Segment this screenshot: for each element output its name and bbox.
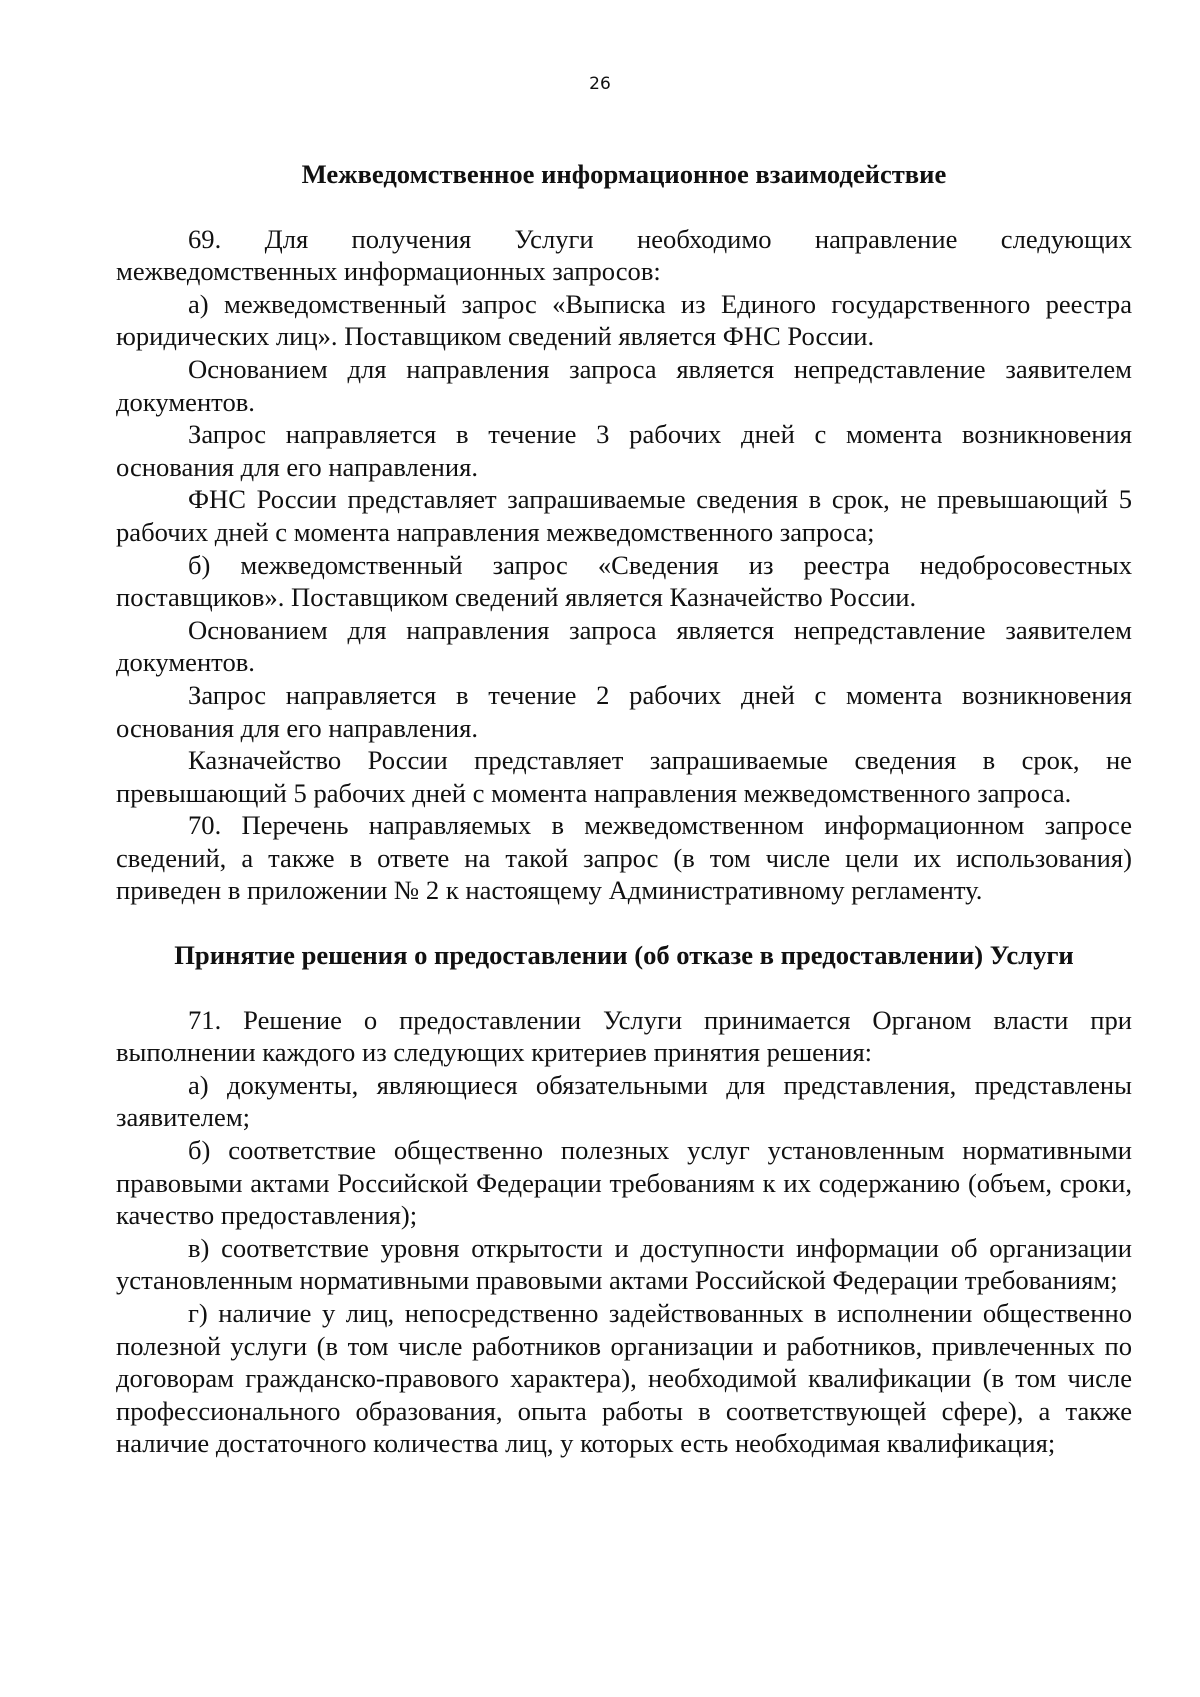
- document-body: [116, 158, 1132, 1460]
- paragraph: 70. Перечень направляемых в межведомственном информационном запросе сведений, а также в ответе на такой запрос (в том числе цели их использования) приведен в приложении № 2 к настоящему Административному регламенту.: [116, 810, 1132, 906]
- paragraph: ФНС России представляет запрашиваемые сведения в срок, не превышающий 5 рабочих дней с момента направления межведомственного запроса;: [116, 484, 1132, 547]
- paragraph: б) соответствие общественно полезных услуг установленным нормативными правовыми актами Российской Федерации требованиям к их содержанию (объем, сроки, качество предоставления);: [116, 1135, 1132, 1231]
- paragraph: а) документы, являющиеся обязательными для представления, представлены заявителем;: [116, 1069, 1132, 1133]
- paragraph: Основанием для направления запроса является непредставление заявителем документов.: [116, 614, 1132, 678]
- paragraph: Основанием для направления запроса является непредставление заявителем документов.: [116, 353, 1132, 417]
- paragraph: Запрос направляется в течение 3 рабочих дней с момента возникновения основания для его направления.: [116, 419, 1132, 482]
- section-heading-interagency: Межведомственное информационное взаимодействие: [301, 159, 947, 189]
- section-heading-decision: Принятие решения о предоставлении (об отказе в предоставлении) Услуги: [174, 940, 1074, 971]
- paragraph: Казначейство России представляет запрашиваемые сведения в срок, не превышающий 5 рабочих дней с момента направления межведомственного запроса.: [116, 745, 1132, 808]
- paragraph: б) межведомственный запрос «Сведения из реестра недобросовестных поставщиков». Поставщиком сведений является Казначейство России.: [116, 549, 1132, 613]
- paragraph: Запрос направляется в течение 2 рабочих дней с момента возникновения основания для его направления.: [116, 679, 1132, 743]
- paragraph: в) соответствие уровня открытости и доступности информации об организации установленным нормативными правовыми актами Российской Федерации требованиям;: [116, 1232, 1132, 1296]
- paragraph: 71. Решение о предоставлении Услуги принимается Органом власти при выполнении каждого из следующих критериев принятия решения:: [116, 1004, 1132, 1068]
- paragraph: а) межведомственный запрос «Выписка из Единого государственного реестра юридических лиц». Поставщиком сведений является ФНС России.: [116, 288, 1132, 352]
- paragraph: г) наличие у лиц, непосредственно задействованных в исполнении общественно полезной услуги (в том числе работников организации и работников, привлеченных по договорам гражданско-правового характера), необходимой квалификации (в том числе профессионального образования, опыта работы в соответствующей сфере), а также наличие достаточного количества лиц, у которых есть необходимая квалификация;: [116, 1298, 1132, 1459]
- page-number: 26: [589, 74, 611, 94]
- paragraph: 69. Для получения Услуги необходимо направление следующих межведомственных информационных запросов:: [116, 223, 1132, 287]
